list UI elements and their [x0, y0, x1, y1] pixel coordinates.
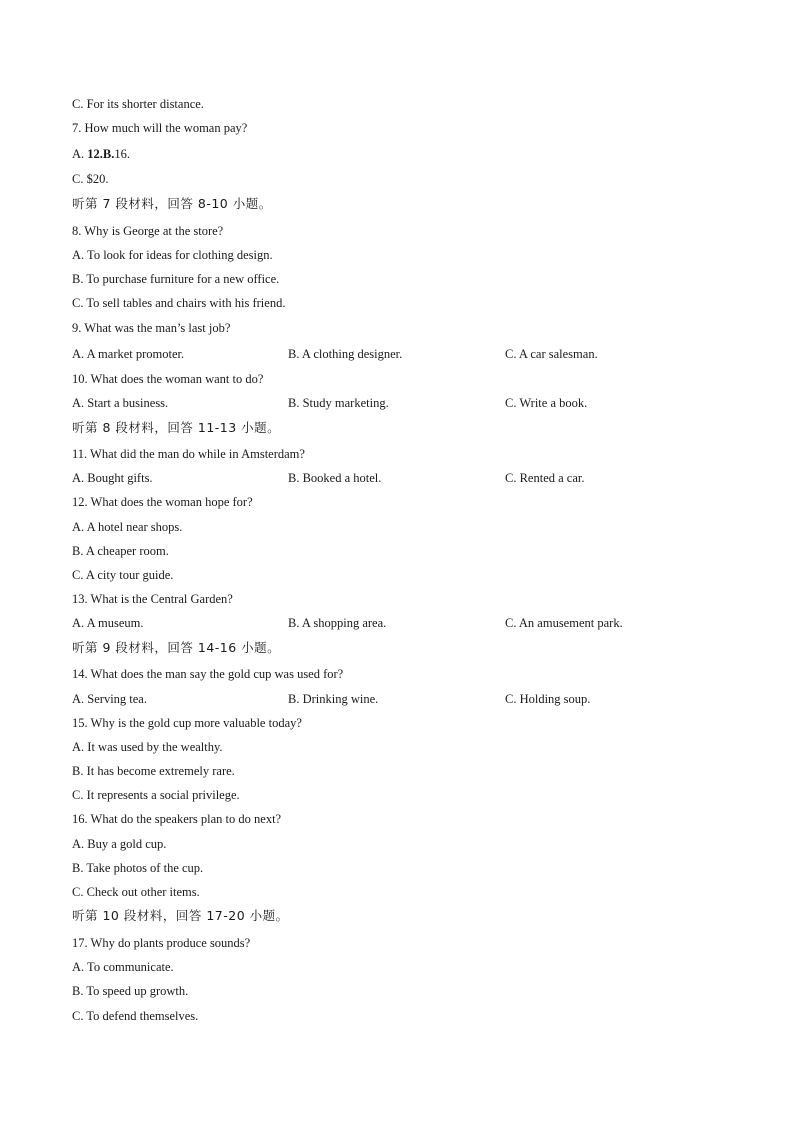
option-9b: B. A clothing designer. [288, 347, 403, 361]
section-heading-7: 听第 7 段材料，回答 8-10 小题。 [72, 196, 272, 211]
option-15c: C. It represents a social privilege. [72, 788, 240, 802]
option-16a: A. Buy a gold cup. [72, 837, 167, 851]
option-10a: A. Start a business. [72, 396, 169, 410]
option-13a: A. A museum. [72, 616, 144, 630]
option-9c: C. A car salesman. [505, 347, 598, 361]
question-10: 10. What does the woman want to do? [72, 372, 264, 386]
option-12b: B. A cheaper room. [72, 544, 169, 558]
question-12: 12. What does the woman hope for? [72, 495, 253, 509]
option-6c: C. For its shorter distance. [72, 97, 204, 111]
option-8c: C. To sell tables and chairs with his friend. [72, 296, 286, 310]
option-11b: B. Booked a hotel. [288, 471, 382, 485]
question-8: 8. Why is George at the store? [72, 224, 224, 238]
option-17b: B. To speed up growth. [72, 984, 189, 998]
option-11a: A. Bought gifts. [72, 471, 153, 485]
question-17: 17. Why do plants produce sounds? [72, 936, 251, 950]
options-7ab [72, 146, 130, 162]
option-7b-value: 16. [114, 147, 130, 161]
question-11: 11. What did the man do while in Amsterdam? [72, 447, 305, 461]
question-13: 13. What is the Central Garden? [72, 592, 233, 606]
question-9: 9. What was the man’s last job? [72, 321, 231, 335]
option-10c: C. Write a book. [505, 396, 588, 410]
question-15: 15. Why is the gold cup more valuable today? [72, 716, 302, 730]
option-8a: A. To look for ideas for clothing design. [72, 248, 273, 262]
option-17c: C. To defend themselves. [72, 1009, 199, 1023]
option-12a: A. A hotel near shops. [72, 520, 183, 534]
option-13b: B. A shopping area. [288, 616, 387, 630]
option-7a-value: 12.B. [87, 147, 115, 161]
question-16: 16. What do the speakers plan to do next? [72, 812, 282, 826]
option-7c: C. $20. [72, 172, 109, 186]
option-12c: C. A city tour guide. [72, 568, 174, 582]
option-9a: A. A market promoter. [72, 347, 185, 361]
option-14a: A. Serving tea. [72, 692, 147, 706]
section-heading-10: 听第 10 段材料，回答 17-20 小题。 [72, 908, 289, 923]
option-16c: C. Check out other items. [72, 885, 200, 899]
option-17a: A. To communicate. [72, 960, 174, 974]
option-16b: B. Take photos of the cup. [72, 861, 204, 875]
question-7: 7. How much will the woman pay? [72, 121, 248, 135]
option-15a: A. It was used by the wealthy. [72, 740, 223, 754]
option-11c: C. Rented a car. [505, 471, 585, 485]
option-13c: C. An amusement park. [505, 616, 623, 630]
option-8b: B. To purchase furniture for a new office. [72, 272, 280, 286]
option-14b: B. Drinking wine. [288, 692, 379, 706]
option-7a-prefix: A. [72, 147, 88, 161]
section-heading-9: 听第 9 段材料，回答 14-16 小题。 [72, 640, 281, 655]
question-14: 14. What does the man say the gold cup was used for? [72, 667, 344, 681]
section-heading-8: 听第 8 段材料，回答 11-13 小题。 [72, 420, 281, 435]
option-14c: C. Holding soup. [505, 692, 591, 706]
option-15b: B. It has become extremely rare. [72, 764, 235, 778]
option-10b: B. Study marketing. [288, 396, 389, 410]
